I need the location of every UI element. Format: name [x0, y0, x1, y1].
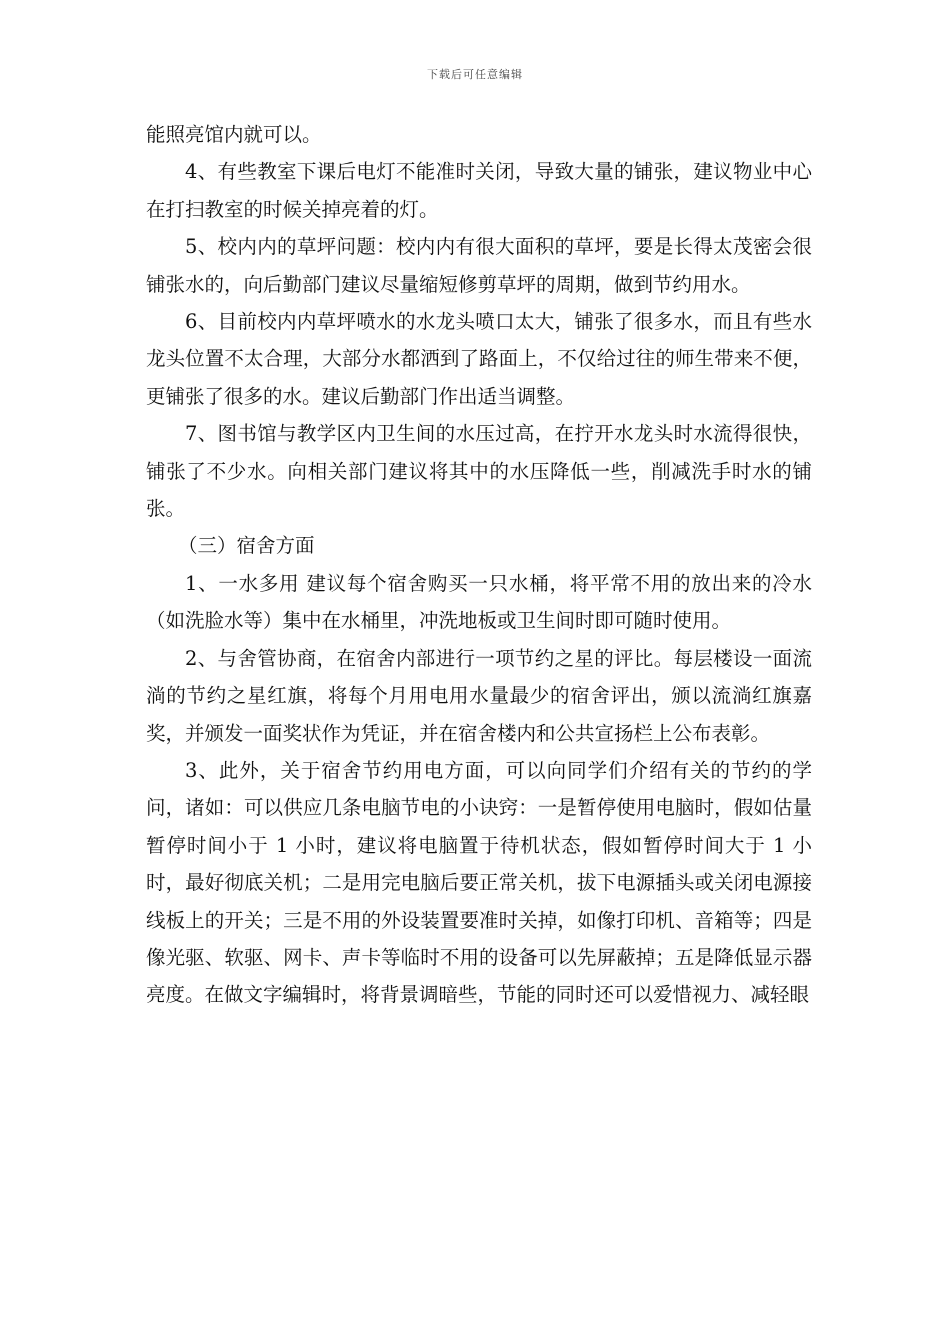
- paragraph-item-7: 7、图书馆与教学区内卫生间的水压过高，在拧开水龙头时水流得很快，铺张了不少水。向相关部门建议将其中的水压降低一些，削减洗手时水的铺张。: [146, 422, 812, 521]
- paragraph-dorm-item-3: 3、此外，关于宿舍节约用电方面，可以向同学们介绍有关的节约的学问，诸如：可以供应几条电脑节电的小诀窍：一是暂停使用电脑时，假如估量暂停时间小于 1 小时，建议将电脑置于待机状态，假如暂停时间大于 1 小时，最好彻底关机；二是用完电脑后要正常关机，拔下电源插头或关闭电源接线板上的开关；三是不用的外设装置要准时关掉，如像打印机、音箱等；四是像光驱、软驱、网卡、声卡等临时不用的设备可以先屏蔽掉；五是降低显示器亮度。在做文字编辑时，将背景调暗些，节能的同时还可以爱惜视力、减轻眼: [146, 758, 812, 1007]
- document-body: [146, 116, 812, 1014]
- page-header-note: 下载后可任意编辑: [427, 68, 523, 81]
- paragraph-dorm-item-1: 1、一水多用 建议每个宿舍购买一只水桶，将平常不用的放出来的冷水（如洗脸水等）集中在水桶里，冲洗地板或卫生间时即可随时使用。: [146, 571, 812, 633]
- paragraph-item-6: 6、目前校内内草坪喷水的水龙头喷口太大，铺张了很多水，而且有些水龙头位置不太合理，大部分水都洒到了路面上，不仅给过往的师生带来不便，更铺张了很多的水。建议后勤部门作出适当调整。: [146, 310, 812, 408]
- paragraph-item-5: 5、校内内的草坪问题：校内内有很大面积的草坪，要是长得太茂密会很铺张水的，向后勤部门建议尽量缩短修剪草坪的周期，做到节约用水。: [146, 235, 812, 296]
- paragraph-continuation: 能照亮馆内就可以。: [146, 123, 322, 146]
- section-heading-dormitory: （三）宿舍方面: [178, 534, 315, 558]
- paragraph-item-4: 4、有些教室下课后电灯不能准时关闭，导致大量的铺张，建议物业中心在打扫教室的时候关掉亮着的灯。: [146, 160, 812, 221]
- paragraph-dorm-item-2: 2、与舍管协商，在宿舍内部进行一项节约之星的评比。每层楼设一面流淌的节约之星红旗，将每个月用电用水量最少的宿舍评出，颁以流淌红旗嘉奖，并颁发一面奖状作为凭证，并在宿舍楼内和公共宣扬栏上公布表彰。: [146, 646, 812, 745]
